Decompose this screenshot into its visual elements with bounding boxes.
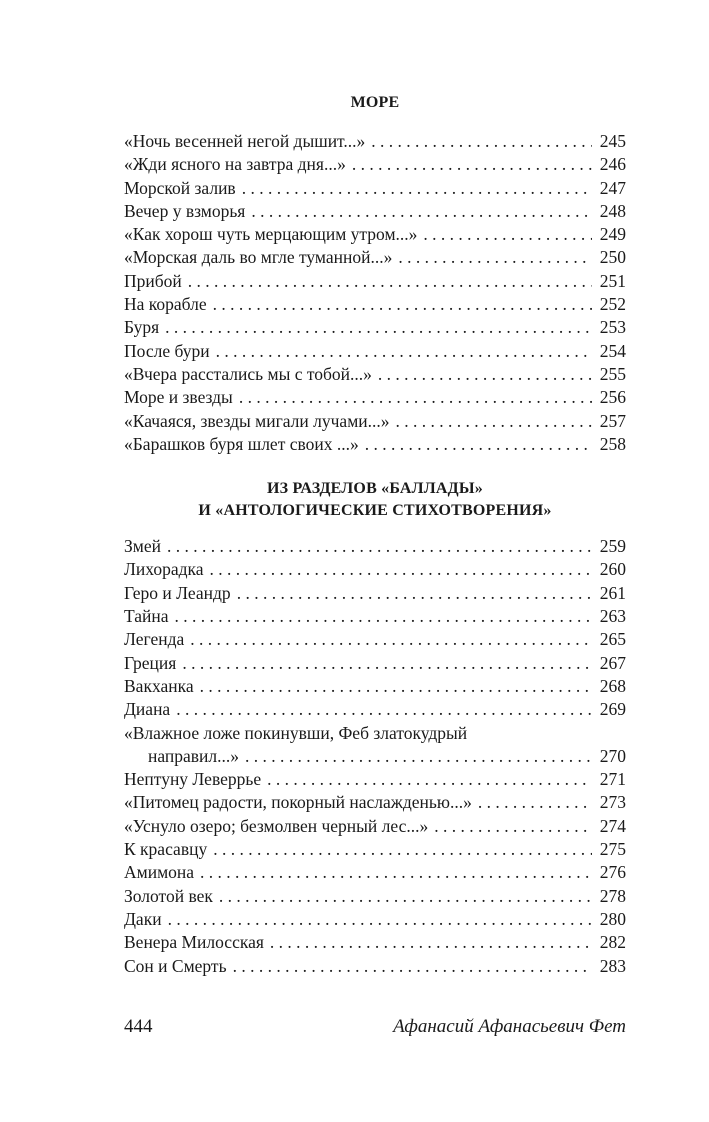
- entry-page: 255: [599, 363, 626, 384]
- dot-leader: [165, 316, 592, 339]
- entry-title: Золотой век: [124, 885, 213, 906]
- toc-entry[interactable]: [124, 722, 626, 769]
- entry-title: «Морская даль во мгле туманной...»: [124, 247, 393, 268]
- toc-entry[interactable]: [124, 535, 626, 558]
- dot-leader: [352, 153, 592, 176]
- entry-page: 269: [599, 699, 626, 720]
- toc-entry[interactable]: [124, 130, 626, 153]
- entry-page: 253: [599, 317, 626, 338]
- dot-leader: [210, 558, 592, 581]
- toc-entry[interactable]: [124, 955, 626, 978]
- dot-leader: [251, 200, 591, 223]
- toc-entry[interactable]: [124, 791, 626, 814]
- dot-leader: [213, 293, 592, 316]
- entry-page: 252: [599, 294, 626, 315]
- dot-leader: [200, 675, 592, 698]
- entry-page: 259: [599, 536, 626, 557]
- toc-entry[interactable]: [124, 931, 626, 954]
- page-footer: [124, 1016, 626, 1038]
- dot-leader: [188, 270, 592, 293]
- dot-leader: [167, 535, 592, 558]
- dot-leader: [245, 745, 592, 768]
- entry-title: «Жди ясного на завтра дня...»: [124, 154, 346, 175]
- toc-entry[interactable]: [124, 652, 626, 675]
- entry-page: 268: [599, 675, 626, 696]
- dot-leader: [219, 885, 592, 908]
- section-title-line: МОРЕ: [350, 94, 400, 111]
- entry-page: 274: [599, 815, 626, 836]
- entry-page: 245: [599, 131, 626, 151]
- dot-leader: [200, 861, 592, 884]
- entry-page: 283: [599, 955, 626, 976]
- entry-page: 248: [599, 200, 626, 221]
- toc-entry[interactable]: [124, 340, 626, 363]
- toc-entry[interactable]: [124, 316, 626, 339]
- toc-entry[interactable]: [124, 200, 626, 223]
- dot-leader: [233, 955, 592, 978]
- entry-title: Тайна: [124, 606, 169, 627]
- entry-page: 276: [599, 862, 626, 883]
- section-entries-more: [124, 130, 626, 456]
- toc-entry[interactable]: [124, 675, 626, 698]
- entry-page: 261: [599, 582, 626, 603]
- toc-entry[interactable]: [124, 386, 626, 409]
- toc-entry[interactable]: [124, 628, 626, 651]
- entry-page: 267: [599, 652, 626, 673]
- toc-entry[interactable]: [124, 838, 626, 861]
- entry-page: 282: [599, 932, 626, 953]
- section-entries-ballads: [124, 535, 626, 978]
- entry-title: Геро и Леандр: [124, 582, 231, 603]
- entry-page: 265: [599, 629, 626, 650]
- dot-leader: [398, 246, 591, 269]
- entry-title: «Качаяся, звезды мигали лучами...»: [124, 410, 390, 431]
- entry-title: «Питомец радости, покорный наслажденью...»: [124, 792, 472, 813]
- entry-title: На корабле: [124, 294, 207, 315]
- dot-leader: [378, 363, 592, 386]
- toc-entry[interactable]: [124, 582, 626, 605]
- entry-title: После бури: [124, 340, 210, 361]
- dot-leader: [267, 768, 592, 791]
- entry-page: 246: [599, 154, 626, 175]
- section-title-line: ИЗ РАЗДЕЛОВ «БАЛЛАДЫ»: [267, 480, 483, 498]
- entry-page: 271: [599, 769, 626, 790]
- entry-page: 247: [599, 177, 626, 198]
- entry-title: «Ночь весенней негой дышит...»: [124, 131, 366, 151]
- section-title-line: И «АНТОЛОГИЧЕСКИЕ СТИХОТВОРЕНИЯ»: [198, 502, 552, 520]
- section-title-ballads: [124, 478, 626, 522]
- toc-entry[interactable]: [124, 605, 626, 628]
- toc-entry[interactable]: [124, 885, 626, 908]
- entry-title: Венера Милосская: [124, 932, 264, 953]
- entry-page: 251: [599, 270, 626, 291]
- dot-leader: [396, 410, 592, 433]
- toc-entry[interactable]: [124, 246, 626, 269]
- toc-entry[interactable]: [124, 270, 626, 293]
- entry-title-line1: «Влажное ложе покинувши, Феб златокудрый: [124, 722, 468, 743]
- entry-title: Прибой: [124, 270, 182, 291]
- entry-title: «Барашков буря шлет своих ...»: [124, 433, 359, 454]
- entry-title-line2: направил...»: [148, 745, 240, 766]
- entry-title: Диана: [124, 699, 171, 720]
- toc-entry[interactable]: [124, 363, 626, 386]
- dot-leader: [190, 628, 591, 651]
- entry-page: 249: [599, 224, 626, 245]
- entry-page: 250: [599, 247, 626, 268]
- entry-title: Нептуну Леверрье: [124, 769, 262, 790]
- entry-page: 280: [599, 908, 626, 929]
- toc-entry[interactable]: [124, 153, 626, 176]
- table-of-contents: [124, 92, 626, 978]
- toc-entry[interactable]: [124, 433, 626, 456]
- dot-leader: [176, 698, 592, 721]
- dot-leader: [371, 130, 591, 153]
- toc-entry[interactable]: [124, 293, 626, 316]
- entry-page: 257: [599, 410, 626, 431]
- dot-leader: [242, 177, 592, 200]
- toc-entry[interactable]: [124, 861, 626, 884]
- dot-leader: [216, 340, 592, 363]
- toc-entry[interactable]: [124, 698, 626, 721]
- dot-leader: [270, 931, 592, 954]
- entry-title: Море и звезды: [124, 387, 233, 408]
- entry-title: Вакханка: [124, 675, 194, 696]
- dot-leader: [237, 582, 592, 605]
- section-title-more: [124, 92, 626, 114]
- toc-entry[interactable]: [124, 410, 626, 433]
- toc-entry[interactable]: [124, 815, 626, 838]
- entry-title: Змей: [124, 536, 161, 557]
- entry-page: 258: [599, 433, 626, 454]
- entry-title: К красавцу: [124, 839, 208, 860]
- entry-title: Легенда: [124, 629, 185, 650]
- dot-leader: [168, 908, 592, 931]
- entry-title: Лихорадка: [124, 559, 204, 580]
- dot-leader: [434, 815, 591, 838]
- dot-leader: [213, 838, 592, 861]
- entry-title: Амимона: [124, 862, 195, 883]
- toc-entry[interactable]: [124, 908, 626, 931]
- entry-page: 275: [599, 839, 626, 860]
- entry-page: 254: [599, 340, 626, 361]
- entry-title: Греция: [124, 652, 177, 673]
- entry-title: Вечер у взморья: [124, 200, 246, 221]
- entry-title: Даки: [124, 908, 162, 929]
- toc-entry[interactable]: [124, 223, 626, 246]
- page-number: 444: [124, 1016, 153, 1037]
- toc-entry[interactable]: [124, 558, 626, 581]
- toc-entry[interactable]: [124, 177, 626, 200]
- dot-leader: [365, 433, 592, 456]
- entry-page: 256: [599, 387, 626, 408]
- dot-leader: [478, 791, 592, 814]
- entry-page: 270: [599, 745, 626, 766]
- dot-leader: [239, 386, 592, 409]
- entry-page: 273: [599, 792, 626, 813]
- entry-title: Буря: [124, 317, 160, 338]
- entry-title: Морской залив: [124, 177, 236, 198]
- entry-page: 263: [599, 606, 626, 627]
- entry-title: Сон и Смерть: [124, 955, 227, 976]
- entry-page: 260: [599, 559, 626, 580]
- entry-title: «Уснуло озеро; безмолвен черный лес...»: [124, 815, 429, 836]
- entry-title: «Как хорош чуть мерцающим утром...»: [124, 224, 418, 245]
- dot-leader: [182, 652, 591, 675]
- entry-page: 278: [599, 885, 626, 906]
- running-footer-author: Афанасий Афанасьевич Фет: [393, 1016, 626, 1037]
- entry-title: «Вчера расстались мы с тобой...»: [124, 363, 372, 384]
- dot-leader: [423, 223, 591, 246]
- toc-entry[interactable]: [124, 768, 626, 791]
- dot-leader: [175, 605, 592, 628]
